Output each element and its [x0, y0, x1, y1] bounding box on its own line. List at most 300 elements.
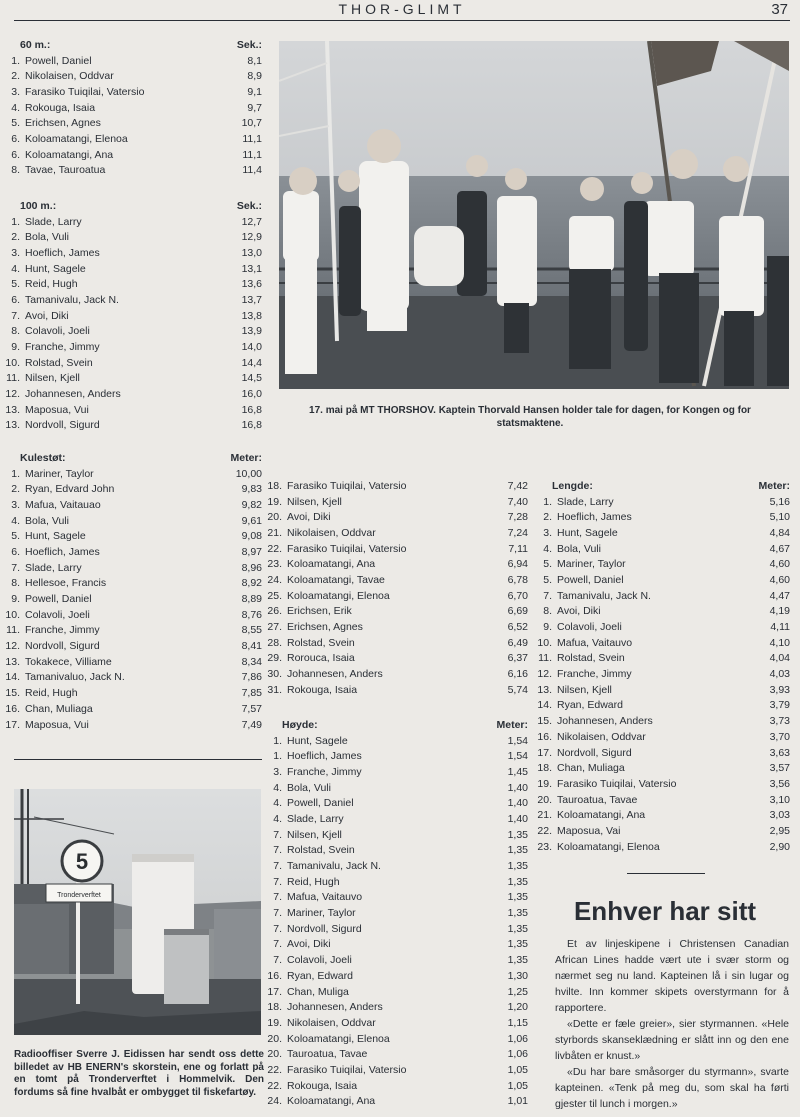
result-value: 1,35	[507, 938, 528, 951]
rank: 4.	[543, 542, 552, 555]
rank: 4.	[11, 262, 20, 275]
result-row	[532, 682, 790, 698]
athlete-name: Mariner, Taylor	[557, 558, 626, 571]
rank: 22.	[537, 824, 552, 837]
athlete-name: Nikolaisen, Oddvar	[287, 526, 376, 539]
results-kulestot-cont	[262, 478, 528, 698]
rank: 1.	[11, 467, 20, 480]
result-value: 1,40	[507, 812, 528, 825]
result-row	[262, 999, 528, 1015]
result-value: 13,1	[241, 262, 262, 275]
result-value: 7,86	[241, 671, 262, 684]
result-row	[262, 968, 528, 984]
rank: 4.	[273, 812, 282, 825]
athlete-name: Koloamatangi, Ana	[25, 148, 114, 161]
result-row	[0, 638, 262, 654]
rank: 21.	[537, 809, 552, 822]
rank: 8.	[11, 164, 20, 177]
athlete-name: Nikolaisen, Oddvar	[557, 730, 646, 743]
results-lengde	[532, 478, 790, 855]
result-value: 7,11	[508, 542, 528, 555]
result-value: 5,16	[769, 495, 790, 508]
result-row	[532, 760, 790, 776]
result-row	[0, 115, 262, 131]
result-value: 1,54	[507, 750, 528, 763]
result-value: 5,74	[507, 683, 528, 696]
result-row	[532, 807, 790, 823]
result-row	[262, 858, 528, 874]
athlete-name: Slade, Larry	[25, 215, 82, 228]
athlete-name: Reid, Hugh	[287, 875, 340, 888]
rank: 25.	[267, 589, 282, 602]
result-value: 10,00	[235, 467, 262, 480]
result-value: 16,0	[241, 388, 262, 401]
result-value: 1,06	[507, 1032, 528, 1045]
article-headline: Enhver har sitt	[573, 896, 757, 926]
athlete-name: Slade, Larry	[557, 495, 614, 508]
rank: 22.	[267, 542, 282, 555]
result-row	[532, 776, 790, 792]
result-row	[0, 84, 262, 100]
athlete-name: Maposua, Vai	[557, 824, 621, 837]
result-row	[532, 572, 790, 588]
result-value: 1,35	[507, 860, 528, 873]
result-row	[532, 792, 790, 808]
rank: 13.	[537, 683, 552, 696]
result-row	[0, 591, 262, 607]
rank: 14.	[537, 699, 552, 712]
result-value: 6,52	[507, 621, 528, 634]
athlete-name: Nordvoll, Sigurd	[287, 922, 362, 935]
result-value: 16,8	[241, 419, 262, 432]
rank: 9.	[11, 593, 20, 606]
result-row	[532, 541, 790, 557]
result-value: 8,96	[241, 561, 262, 574]
result-value: 7,42	[507, 479, 528, 492]
rank: 7.	[273, 922, 282, 935]
athlete-name: Ryan, Edvard John	[25, 483, 115, 496]
result-value: 13,8	[241, 309, 262, 322]
result-value: 1,30	[507, 969, 528, 982]
athlete-name: Johannesen, Anders	[287, 668, 383, 681]
result-value: 7,24	[507, 526, 528, 539]
result-value: 1,40	[507, 781, 528, 794]
unit-label: Meter:	[758, 479, 790, 492]
rank: 24.	[267, 1095, 282, 1108]
rank: 22.	[267, 1063, 282, 1076]
rank: 2.	[11, 70, 20, 83]
results-hoyde	[262, 717, 528, 1109]
event-title: Kulestøt:	[20, 451, 66, 464]
result-row	[532, 494, 790, 510]
rank: 5.	[11, 530, 20, 543]
result-value: 4,10	[769, 636, 790, 649]
rank: 7.	[11, 561, 20, 574]
result-row	[532, 635, 790, 651]
result-row	[262, 874, 528, 890]
result-value: 13,0	[241, 246, 262, 259]
result-value: 3,70	[769, 730, 790, 743]
rank: 14.	[5, 671, 20, 684]
athlete-name: Rolstad, Svein	[287, 636, 355, 649]
rank: 4.	[273, 797, 282, 810]
rank: 7.	[11, 309, 20, 322]
unit-label: Meter:	[496, 718, 528, 731]
athlete-name: Koloamatangi, Ana	[287, 1095, 376, 1108]
athlete-name: Bola, Vuli	[25, 514, 69, 527]
rank: 23.	[267, 558, 282, 571]
rank: 7.	[543, 589, 552, 602]
athlete-name: Tokakece, Villiame	[25, 655, 112, 668]
result-row	[262, 666, 528, 682]
athlete-name: Koloamatangi, Ana	[557, 809, 646, 822]
athlete-name: Rokouga, Isaia	[287, 1079, 358, 1092]
result-value: 12,7	[241, 215, 262, 228]
result-value: 6,70	[507, 589, 528, 602]
result-value: 1,01	[507, 1095, 528, 1108]
result-value: 4,11	[770, 621, 790, 634]
athlete-name: Tauroatua, Tavae	[557, 793, 638, 806]
rank: 3.	[543, 526, 552, 539]
result-value: 2,95	[769, 824, 790, 837]
rank: 5.	[11, 117, 20, 130]
rank: 17.	[267, 985, 282, 998]
result-value: 9,7	[247, 101, 262, 114]
rank: 7.	[273, 891, 282, 904]
event-title: Høyde:	[282, 718, 318, 731]
result-value: 7,49	[241, 718, 262, 731]
result-row	[262, 952, 528, 968]
rank: 3.	[11, 246, 20, 259]
result-value: 3,93	[769, 683, 790, 696]
result-row	[262, 780, 528, 796]
result-row	[532, 666, 790, 682]
athlete-name: Koloamatangi, Elenoa	[287, 589, 390, 602]
result-value: 1,35	[507, 922, 528, 935]
rank: 1.	[11, 215, 20, 228]
result-row	[0, 292, 262, 308]
result-value: 8,9	[247, 70, 262, 83]
result-row	[262, 843, 528, 859]
rank: 13.	[5, 403, 20, 416]
rank: 30.	[267, 668, 282, 681]
result-row	[0, 701, 262, 717]
result-row	[0, 717, 262, 733]
rank: 7.	[273, 954, 282, 967]
rank: 29.	[267, 652, 282, 665]
athlete-name: Hunt, Sagele	[25, 530, 86, 543]
article-paragraph: «Du har bare småsorger du styrmann», svarte kapteinen. «Tenk på meg du, som skal ha førti gjester til lunch i morgen.»	[555, 1066, 789, 1110]
athlete-name: Tauroatua, Tavae	[287, 1048, 368, 1061]
result-row	[0, 544, 262, 560]
result-row	[0, 466, 262, 482]
rank: 1.	[11, 54, 20, 67]
athlete-name: Koloamatangi, Ana	[287, 558, 376, 571]
table-header	[0, 198, 262, 214]
athlete-name: Colavoli, Joeli	[287, 954, 352, 967]
result-row	[0, 685, 262, 701]
result-row	[532, 698, 790, 714]
result-value: 3,63	[769, 746, 790, 759]
result-value: 9,08	[241, 530, 262, 543]
result-value: 11,4	[242, 164, 262, 177]
athlete-name: Nilsen, Kjell	[287, 828, 342, 841]
athlete-name: Tamanivalu, Jack N.	[557, 589, 651, 602]
result-row	[262, 827, 528, 843]
result-value: 4,47	[769, 589, 790, 602]
rank: 5.	[543, 558, 552, 571]
result-row	[262, 1046, 528, 1062]
result-value: 1,54	[507, 734, 528, 747]
result-value: 7,57	[241, 702, 262, 715]
athlete-name: Rolstad, Svein	[287, 844, 355, 857]
athlete-name: Nikolaisen, Oddvar	[287, 1016, 376, 1029]
athlete-name: Ryan, Edward	[287, 969, 353, 982]
result-value: 1,25	[507, 985, 528, 998]
rank: 9.	[11, 341, 20, 354]
athlete-name: Hoeflich, James	[557, 511, 632, 524]
athlete-name: Hoeflich, James	[25, 545, 100, 558]
result-value: 3,57	[769, 762, 790, 775]
rank: 19.	[267, 495, 282, 508]
rank: 19.	[537, 777, 552, 790]
result-value: 1,35	[507, 907, 528, 920]
athlete-name: Ryan, Edward	[557, 699, 623, 712]
result-row	[262, 890, 528, 906]
result-value: 10,7	[241, 117, 262, 130]
result-value: 1,40	[507, 797, 528, 810]
rank: 7.	[273, 828, 282, 841]
left-divider	[14, 759, 262, 760]
athlete-name: Koloamatangi, Elenoa	[287, 1032, 390, 1045]
result-value: 8,55	[241, 624, 262, 637]
result-row	[0, 481, 262, 497]
result-row	[532, 509, 790, 525]
rank: 16.	[267, 969, 282, 982]
result-row	[0, 324, 262, 340]
rank: 9.	[543, 621, 552, 634]
athlete-name: Reid, Hugh	[25, 687, 78, 700]
rank: 7.	[273, 860, 282, 873]
rank: 12.	[5, 388, 20, 401]
rank: 12.	[537, 668, 552, 681]
athlete-name: Mariner, Taylor	[287, 907, 356, 920]
result-value: 1,35	[507, 844, 528, 857]
rank: 6.	[11, 293, 20, 306]
rank: 7.	[273, 875, 282, 888]
athlete-name: Colavoli, Joeli	[25, 325, 90, 338]
athlete-name: Farasiko Tuiqilai, Vatersio	[25, 85, 145, 98]
result-row	[262, 811, 528, 827]
rank: 8.	[11, 577, 20, 590]
result-row	[0, 607, 262, 623]
result-value: 1,05	[507, 1063, 528, 1076]
athlete-name: Maposua, Vui	[25, 718, 89, 731]
unit-label: Sek.:	[236, 38, 262, 51]
result-row	[0, 308, 262, 324]
rank: 20.	[267, 511, 282, 524]
athlete-name: Rolstad, Svein	[557, 652, 625, 665]
rank: 13.	[5, 419, 20, 432]
result-value: 11,1	[242, 132, 262, 145]
result-row	[262, 541, 528, 557]
table-header	[532, 478, 790, 494]
result-row	[0, 576, 262, 592]
rank: 20.	[267, 1032, 282, 1045]
athlete-name: Franche, Jimmy	[557, 668, 632, 681]
results-100m	[0, 198, 262, 433]
result-row	[262, 619, 528, 635]
rank: 3.	[11, 498, 20, 511]
result-row	[262, 764, 528, 780]
result-row	[532, 525, 790, 541]
athlete-name: Koloamatangi, Tavae	[287, 573, 385, 586]
result-row	[0, 402, 262, 418]
athlete-name: Nordvoll, Sigurd	[25, 419, 100, 432]
result-row	[0, 276, 262, 292]
ship-deck-photo	[279, 41, 789, 389]
result-value: 9,83	[241, 483, 262, 496]
magazine-title: THOR-GLIMT	[338, 1, 466, 17]
result-row	[262, 509, 528, 525]
rank: 13.	[5, 655, 20, 668]
athlete-name: Colavoli, Joeli	[25, 608, 90, 621]
rank: 23.	[537, 840, 552, 853]
result-value: 4,60	[769, 573, 790, 586]
unit-label: Meter:	[230, 451, 262, 464]
result-value: 14,4	[241, 356, 262, 369]
rank: 2.	[11, 231, 20, 244]
rank: 11.	[538, 652, 552, 665]
athlete-name: Farasiko Tuiqilai, Vatersio	[287, 1063, 407, 1076]
result-row	[262, 635, 528, 651]
athlete-name: Maposua, Vui	[25, 403, 89, 416]
athlete-name: Rorouca, Isaia	[287, 652, 355, 665]
athlete-name: Erichsen, Agnes	[287, 621, 363, 634]
athlete-name: Nilsen, Kjell	[557, 683, 612, 696]
result-value: 3,79	[769, 699, 790, 712]
athlete-name: Rokouga, Isaia	[25, 101, 96, 114]
athlete-name: Nikolaisen, Oddvar	[25, 70, 114, 83]
rank: 11.	[6, 624, 20, 637]
result-value: 4,84	[769, 526, 790, 539]
result-value: 1,05	[507, 1079, 528, 1092]
athlete-name: Erichsen, Agnes	[25, 117, 101, 130]
rank: 1.	[273, 734, 282, 747]
result-row	[0, 654, 262, 670]
athlete-name: Franche, Jimmy	[287, 765, 362, 778]
result-row	[0, 355, 262, 371]
result-row	[532, 713, 790, 729]
rank: 19.	[267, 1016, 282, 1029]
result-value: 13,6	[241, 278, 262, 291]
result-row	[262, 556, 528, 572]
result-value: 8,89	[241, 593, 262, 606]
athlete-name: Tamanivalu, Jack N.	[25, 293, 119, 306]
result-value: 7,28	[507, 511, 528, 524]
result-value: 8,92	[241, 577, 262, 590]
result-value: 3,73	[769, 715, 790, 728]
rank: 10.	[5, 356, 20, 369]
athlete-name: Koloamatangi, Elenoa	[557, 840, 660, 853]
result-row	[262, 1015, 528, 1031]
rank: 24.	[267, 573, 282, 586]
result-row	[0, 131, 262, 147]
result-row	[0, 418, 262, 434]
result-value: 14,5	[241, 372, 262, 385]
athlete-name: Nilsen, Kjell	[287, 495, 342, 508]
athlete-name: Rolstad, Svein	[25, 356, 93, 369]
athlete-name: Mafua, Vaitauvo	[287, 891, 363, 904]
result-row	[262, 1094, 528, 1110]
rank: 10.	[537, 636, 552, 649]
rank: 16.	[5, 702, 20, 715]
event-title: 60 m.:	[20, 38, 51, 51]
result-row	[532, 823, 790, 839]
result-row	[0, 386, 262, 402]
result-row	[262, 525, 528, 541]
result-row	[262, 604, 528, 620]
rank: 18.	[267, 1001, 282, 1014]
result-value: 3,56	[769, 777, 790, 790]
result-row	[262, 905, 528, 921]
athlete-name: Farasiko Tuiqilai, Vatersio	[557, 777, 677, 790]
rank: 16.	[537, 730, 552, 743]
page-number: 37	[771, 1, 788, 18]
result-value: 6,94	[507, 558, 528, 571]
athlete-name: Johannesen, Anders	[25, 388, 121, 401]
result-value: 9,61	[241, 514, 262, 527]
result-row	[0, 371, 262, 387]
table-header	[262, 717, 528, 733]
result-row	[0, 513, 262, 529]
athlete-name: Koloamatangi, Elenoa	[25, 132, 128, 145]
athlete-name: Mafua, Vaitauvo	[557, 636, 633, 649]
result-value: 5,10	[769, 511, 790, 524]
result-value: 1,06	[507, 1048, 528, 1061]
athlete-name: Nordvoll, Sigurd	[557, 746, 632, 759]
result-row	[0, 623, 262, 639]
result-value: 4,03	[769, 668, 790, 681]
rank: 2.	[543, 511, 552, 524]
athlete-name: Powell, Daniel	[557, 573, 624, 586]
event-title: Lengde:	[552, 479, 593, 492]
result-value: 11,1	[242, 148, 262, 161]
result-row	[0, 560, 262, 576]
shipyard-photo	[14, 789, 261, 1035]
result-row	[0, 261, 262, 277]
athlete-name: Avoi, Diki	[287, 511, 331, 524]
result-row	[0, 214, 262, 230]
result-row	[262, 1031, 528, 1047]
athlete-name: Powell, Daniel	[287, 797, 354, 810]
rank: 21.	[267, 526, 282, 539]
rank: 3.	[273, 765, 282, 778]
result-row	[262, 494, 528, 510]
result-value: 8,34	[241, 655, 262, 668]
rank: 28.	[267, 636, 282, 649]
result-value: 6,69	[507, 605, 528, 618]
rank: 7.	[273, 844, 282, 857]
rank: 2.	[11, 483, 20, 496]
result-row	[0, 528, 262, 544]
result-row	[532, 604, 790, 620]
athlete-name: Tamanivalu, Jack N.	[287, 860, 381, 873]
result-value: 3,10	[769, 793, 790, 806]
result-value: 9,1	[247, 85, 262, 98]
result-value: 4,67	[769, 542, 790, 555]
result-value: 1,35	[507, 954, 528, 967]
